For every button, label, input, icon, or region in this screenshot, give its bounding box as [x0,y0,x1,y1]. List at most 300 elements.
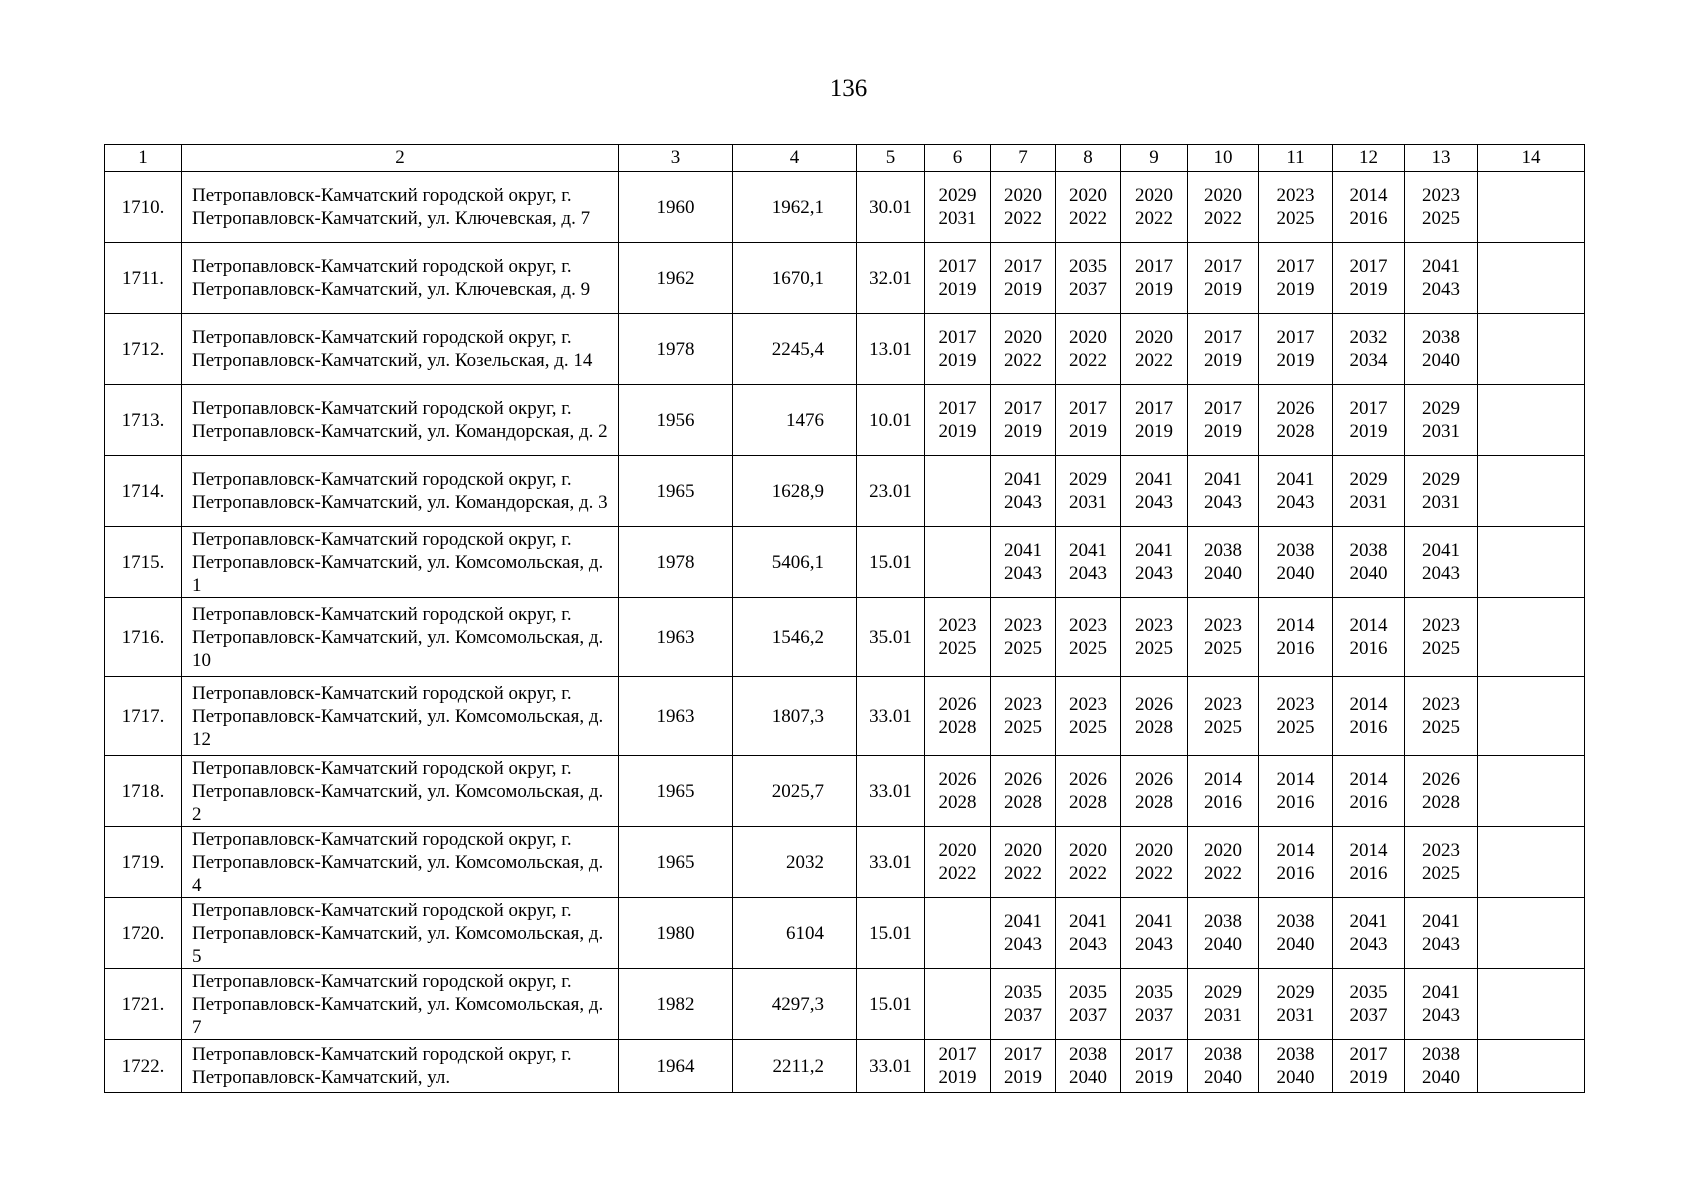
period-cell [1188,385,1259,456]
period-cell [1405,677,1478,756]
period-start-year: 2041 [1422,540,1460,561]
period-start-year: 2026 [1069,769,1107,790]
period-start-year: 2017 [938,256,977,277]
table-row [105,756,1585,827]
period-start-year: 2020 [1069,327,1107,348]
period-start-year: 2038 [1422,1044,1460,1065]
row-number-cell: 1715. [105,527,182,598]
period-start-year: 2041 [1349,911,1388,932]
period-end-year: 2028 [1004,792,1042,813]
period-end-year: 2043 [1004,492,1042,513]
period-cell [925,385,991,456]
period-start-year: 2029 [938,185,977,206]
column-14-cell [1478,1040,1585,1093]
period-start-year: 2035 [1004,982,1042,1003]
period-start-year: 2041 [1004,469,1042,490]
period-end-year: 2037 [1069,1005,1107,1026]
period-end-year: 2025 [1204,638,1242,659]
period-cell [1259,969,1333,1040]
period-start-year: 2017 [1004,256,1042,277]
period-cell [1259,456,1333,527]
period-cell [1405,527,1478,598]
period-cell [1405,827,1478,898]
column-14-cell [1478,827,1585,898]
period-cell [991,314,1056,385]
period-end-year: 2022 [938,863,977,884]
period-end-year: 2040 [1204,563,1242,584]
period-end-year: 2022 [1135,208,1173,229]
period-start-year: 2017 [1004,1044,1042,1065]
period-start-year: 2020 [1004,185,1042,206]
period-start-year: 2026 [938,694,977,715]
address-cell: Петропавловск-Камчатский городской округ, г. Петропавловск-Камчатский, ул. Ключевская, д. 9 [182,243,619,314]
column-header: 12 [1333,145,1405,172]
period-end-year: 2028 [1276,421,1315,442]
period-start-year: 2017 [1349,398,1388,419]
column-14-cell [1478,456,1585,527]
address-cell: Петропавловск-Камчатский городской округ, г. Петропавловск-Камчатский, ул. Козельская, д. 14 [182,314,619,385]
period-cell [1188,898,1259,969]
period-start-year: 2038 [1204,911,1242,932]
period-start-year: 2017 [938,398,977,419]
period-end-year: 2040 [1069,1067,1107,1088]
table-row [105,677,1585,756]
period-end-year: 2025 [1422,717,1460,738]
period-cell [1405,385,1478,456]
period-start-year: 2023 [1004,694,1042,715]
period-start-year: 2023 [1069,615,1107,636]
period-cell [1188,314,1259,385]
period-end-year: 2016 [1276,792,1315,813]
period-start-year: 2041 [1069,911,1107,932]
period-cell [1333,969,1405,1040]
period-cell [991,1040,1056,1093]
code-cell: 33.01 [857,756,925,827]
period-start-year: 2017 [938,1044,977,1065]
period-end-year: 2022 [1135,350,1173,371]
period-start-year: 2035 [1069,982,1107,1003]
period-start-year: 2041 [1276,469,1315,490]
build-year-cell: 1965 [619,827,733,898]
period-cell [991,827,1056,898]
period-start-year: 2041 [1422,982,1460,1003]
period-cell [1121,172,1188,243]
period-end-year: 2019 [1004,421,1042,442]
period-cell [1188,172,1259,243]
period-cell [1333,527,1405,598]
period-end-year: 2019 [1004,1067,1042,1088]
period-end-year: 2031 [1069,492,1107,513]
table-row [105,827,1585,898]
period-start-year: 2023 [1069,694,1107,715]
period-end-year: 2019 [938,1067,977,1088]
table-row [105,1040,1585,1093]
period-start-year: 2038 [1204,1044,1242,1065]
period-start-year: 2029 [1349,469,1388,490]
period-end-year: 2040 [1422,350,1460,371]
period-start-year: 2041 [1204,469,1242,490]
period-cell [1333,598,1405,677]
build-year-cell: 1962 [619,243,733,314]
period-end-year: 2022 [1069,350,1107,371]
period-cell [1259,898,1333,969]
area-cell: 1962,1 [733,172,857,243]
period-end-year: 2016 [1276,638,1315,659]
column-header: 5 [857,145,925,172]
period-end-year: 2019 [1135,421,1173,442]
period-end-year: 2028 [938,717,977,738]
code-cell: 30.01 [857,172,925,243]
period-end-year: 2043 [1422,279,1460,300]
period-start-year: 2017 [1276,256,1315,277]
period-start-year: 2023 [1422,840,1460,861]
period-end-year: 2025 [1004,638,1042,659]
period-end-year: 2022 [1204,208,1242,229]
period-start-year: 2026 [1135,769,1173,790]
period-start-year: 2035 [1349,982,1388,1003]
period-cell [1405,969,1478,1040]
period-cell [1188,969,1259,1040]
code-cell: 15.01 [857,898,925,969]
period-start-year: 2017 [938,327,977,348]
period-start-year: 2017 [1349,256,1388,277]
period-end-year: 2040 [1276,1067,1315,1088]
address-cell: Петропавловск-Камчатский городской округ, г. Петропавловск-Камчатский, ул. Ключевская, д. 7 [182,172,619,243]
period-end-year: 2043 [1276,492,1315,513]
period-end-year: 2022 [1004,863,1042,884]
period-end-year: 2025 [1276,717,1315,738]
period-cell [1121,456,1188,527]
period-cell [1333,456,1405,527]
period-cell [925,756,991,827]
period-end-year: 2043 [1069,934,1107,955]
period-cell [1056,456,1121,527]
row-number-cell: 1722. [105,1040,182,1093]
period-end-year: 2025 [938,638,977,659]
build-year-cell: 1982 [619,969,733,1040]
period-start-year: 2020 [1135,185,1173,206]
row-number-cell: 1716. [105,598,182,677]
period-start-year: 2029 [1422,398,1460,419]
period-start-year: 2014 [1349,840,1388,861]
period-start-year: 2038 [1204,540,1242,561]
period-cell [925,172,991,243]
period-end-year: 2022 [1069,208,1107,229]
period-start-year: 2041 [1135,540,1173,561]
period-end-year: 2043 [1422,1005,1460,1026]
period-cell [925,598,991,677]
period-cell [1056,598,1121,677]
period-start-year: 2029 [1276,982,1315,1003]
period-start-year: 2026 [1276,398,1315,419]
period-end-year: 2019 [1349,1067,1388,1088]
column-header: 14 [1478,145,1585,172]
area-cell: 4297,3 [733,969,857,1040]
period-end-year: 2019 [1004,279,1042,300]
area-cell: 2211,2 [733,1040,857,1093]
period-cell [1259,527,1333,598]
table-row [105,243,1585,314]
code-cell: 13.01 [857,314,925,385]
area-cell: 1546,2 [733,598,857,677]
column-14-cell [1478,598,1585,677]
period-cell [991,527,1056,598]
period-start-year: 2029 [1204,982,1242,1003]
period-end-year: 2043 [1204,492,1242,513]
period-start-year: 2020 [1004,840,1042,861]
code-cell: 33.01 [857,1040,925,1093]
period-start-year: 2023 [1135,615,1173,636]
period-start-year: 2017 [1204,327,1242,348]
address-cell: Петропавловск-Камчатский городской округ, г. Петропавловск-Камчатский, ул. Комсомольская, д. 12 [182,677,619,756]
period-start-year: 2032 [1349,327,1388,348]
table-row [105,969,1585,1040]
period-end-year: 2028 [1422,792,1460,813]
period-end-year: 2043 [1135,563,1173,584]
period-cell [1333,756,1405,827]
build-year-cell: 1963 [619,677,733,756]
period-start-year: 2026 [1422,769,1460,790]
period-cell [1056,243,1121,314]
period-end-year: 2016 [1349,208,1388,229]
period-end-year: 2040 [1349,563,1388,584]
code-cell: 23.01 [857,456,925,527]
period-cell [1056,677,1121,756]
period-start-year: 2038 [1422,327,1460,348]
column-14-cell [1478,756,1585,827]
period-cell [1188,456,1259,527]
area-cell: 1476 [733,385,857,456]
code-cell: 33.01 [857,677,925,756]
area-cell: 1628,9 [733,456,857,527]
column-14-cell [1478,969,1585,1040]
period-cell [1333,1040,1405,1093]
column-header: 4 [733,145,857,172]
column-header: 1 [105,145,182,172]
period-cell [1121,898,1188,969]
period-start-year: 2041 [1135,911,1173,932]
period-cell [1121,677,1188,756]
period-start-year: 2041 [1004,540,1042,561]
period-cell [1056,385,1121,456]
row-number-cell: 1717. [105,677,182,756]
table-body [105,172,1585,1093]
area-cell: 6104 [733,898,857,969]
period-end-year: 2016 [1349,792,1388,813]
period-end-year: 2016 [1349,717,1388,738]
column-header: 7 [991,145,1056,172]
period-start-year: 2026 [1004,769,1042,790]
period-end-year: 2022 [1135,863,1173,884]
period-end-year: 2016 [1204,792,1242,813]
period-cell [1405,1040,1478,1093]
period-start-year: 2023 [1276,185,1315,206]
period-cell [925,677,991,756]
period-start-year: 2020 [938,840,977,861]
column-14-cell [1478,677,1585,756]
period-cell [1259,243,1333,314]
period-start-year: 2014 [1276,615,1315,636]
column-header: 9 [1121,145,1188,172]
address-cell: Петропавловск-Камчатский городской округ, г. Петропавловск-Камчатский, ул. Комсомольская, д. 2 [182,756,619,827]
period-end-year: 2019 [938,350,977,371]
period-end-year: 2019 [1135,1067,1173,1088]
period-start-year: 2020 [1135,327,1173,348]
period-start-year: 2038 [1276,1044,1315,1065]
build-year-cell: 1964 [619,1040,733,1093]
row-number-cell: 1714. [105,456,182,527]
period-start-year: 2038 [1349,540,1388,561]
period-end-year: 2025 [1135,638,1173,659]
period-cell [991,756,1056,827]
period-start-year: 2023 [1204,694,1242,715]
code-cell: 32.01 [857,243,925,314]
column-header: 11 [1259,145,1333,172]
period-end-year: 2025 [1422,208,1460,229]
period-cell [1405,243,1478,314]
period-end-year: 2043 [1069,563,1107,584]
period-end-year: 2037 [1069,279,1107,300]
column-14-cell [1478,314,1585,385]
period-end-year: 2040 [1204,934,1242,955]
period-end-year: 2040 [1422,1067,1460,1088]
code-cell: 15.01 [857,527,925,598]
period-start-year: 2017 [1204,256,1242,277]
period-start-year: 2029 [1069,469,1107,490]
period-start-year: 2023 [1204,615,1242,636]
period-cell [1056,1040,1121,1093]
period-start-year: 2017 [1276,327,1315,348]
column-header: 3 [619,145,733,172]
period-cell [1056,756,1121,827]
area-cell: 5406,1 [733,527,857,598]
period-end-year: 2022 [1004,208,1042,229]
column-header: 2 [182,145,619,172]
period-end-year: 2025 [1069,717,1107,738]
address-cell: Петропавловск-Камчатский городской округ, г. Петропавловск-Камчатский, ул. Командорская, д. 2 [182,385,619,456]
period-end-year: 2043 [1422,563,1460,584]
period-start-year: 2014 [1349,769,1388,790]
row-number-cell: 1719. [105,827,182,898]
row-number-cell: 1713. [105,385,182,456]
period-cell [1259,385,1333,456]
period-cell [991,385,1056,456]
period-end-year: 2028 [1135,792,1173,813]
period-cell [1259,1040,1333,1093]
period-cell [1333,385,1405,456]
period-start-year: 2014 [1276,769,1315,790]
period-cell [925,1040,991,1093]
period-start-year: 2017 [1204,398,1242,419]
period-cell [1056,527,1121,598]
period-cell [1121,827,1188,898]
period-start-year: 2020 [1204,840,1242,861]
column-header: 8 [1056,145,1121,172]
period-end-year: 2019 [938,421,977,442]
period-cell [1121,243,1188,314]
period-start-year: 2029 [1422,469,1460,490]
period-cell [991,677,1056,756]
period-end-year: 2037 [1135,1005,1173,1026]
period-end-year: 2019 [1069,421,1107,442]
period-end-year: 2019 [1135,279,1173,300]
period-cell [925,898,991,969]
column-14-cell [1478,243,1585,314]
period-cell [1405,314,1478,385]
period-cell [1405,898,1478,969]
period-end-year: 2019 [1204,279,1242,300]
period-end-year: 2031 [1276,1005,1315,1026]
period-cell [991,172,1056,243]
period-end-year: 2025 [1422,638,1460,659]
period-cell [1056,172,1121,243]
build-year-cell: 1978 [619,527,733,598]
table-row [105,598,1585,677]
period-start-year: 2023 [1004,615,1042,636]
period-cell [925,314,991,385]
period-cell [1405,172,1478,243]
period-cell [1259,827,1333,898]
period-start-year: 2020 [1204,185,1242,206]
period-start-year: 2041 [1004,911,1042,932]
period-cell [1121,314,1188,385]
period-cell [1405,456,1478,527]
period-cell [1333,314,1405,385]
period-end-year: 2025 [1069,638,1107,659]
column-number-row [105,145,1585,172]
address-cell: Петропавловск-Камчатский городской округ, г. Петропавловск-Камчатский, ул. Командорская, д. 3 [182,456,619,527]
period-cell [991,243,1056,314]
period-cell [1405,598,1478,677]
period-cell [1121,756,1188,827]
row-number-cell: 1718. [105,756,182,827]
period-start-year: 2023 [1422,615,1460,636]
housing-registry-table [104,144,1585,1093]
table-row [105,314,1585,385]
period-end-year: 2022 [1004,350,1042,371]
period-start-year: 2014 [1349,694,1388,715]
build-year-cell: 1960 [619,172,733,243]
period-cell [925,527,991,598]
period-cell [1056,314,1121,385]
period-cell [1056,898,1121,969]
area-cell: 2245,4 [733,314,857,385]
column-14-cell [1478,898,1585,969]
period-cell [991,456,1056,527]
period-start-year: 2026 [1135,694,1173,715]
period-start-year: 2038 [1276,540,1315,561]
period-start-year: 2020 [1069,185,1107,206]
period-end-year: 2031 [1204,1005,1242,1026]
code-cell: 35.01 [857,598,925,677]
column-14-cell [1478,527,1585,598]
table-row [105,172,1585,243]
period-end-year: 2043 [1135,934,1173,955]
period-cell [1121,527,1188,598]
period-cell [1121,969,1188,1040]
period-end-year: 2028 [1069,792,1107,813]
period-cell [1188,827,1259,898]
table-row [105,385,1585,456]
period-cell [1121,385,1188,456]
code-cell: 10.01 [857,385,925,456]
row-number-cell: 1711. [105,243,182,314]
period-end-year: 2019 [1276,279,1315,300]
period-start-year: 2026 [938,769,977,790]
column-14-cell [1478,385,1585,456]
period-end-year: 2019 [1349,421,1388,442]
address-cell: Петропавловск-Камчатский городской округ, г. Петропавловск-Камчатский, ул. Комсомольская, д. 5 [182,898,619,969]
